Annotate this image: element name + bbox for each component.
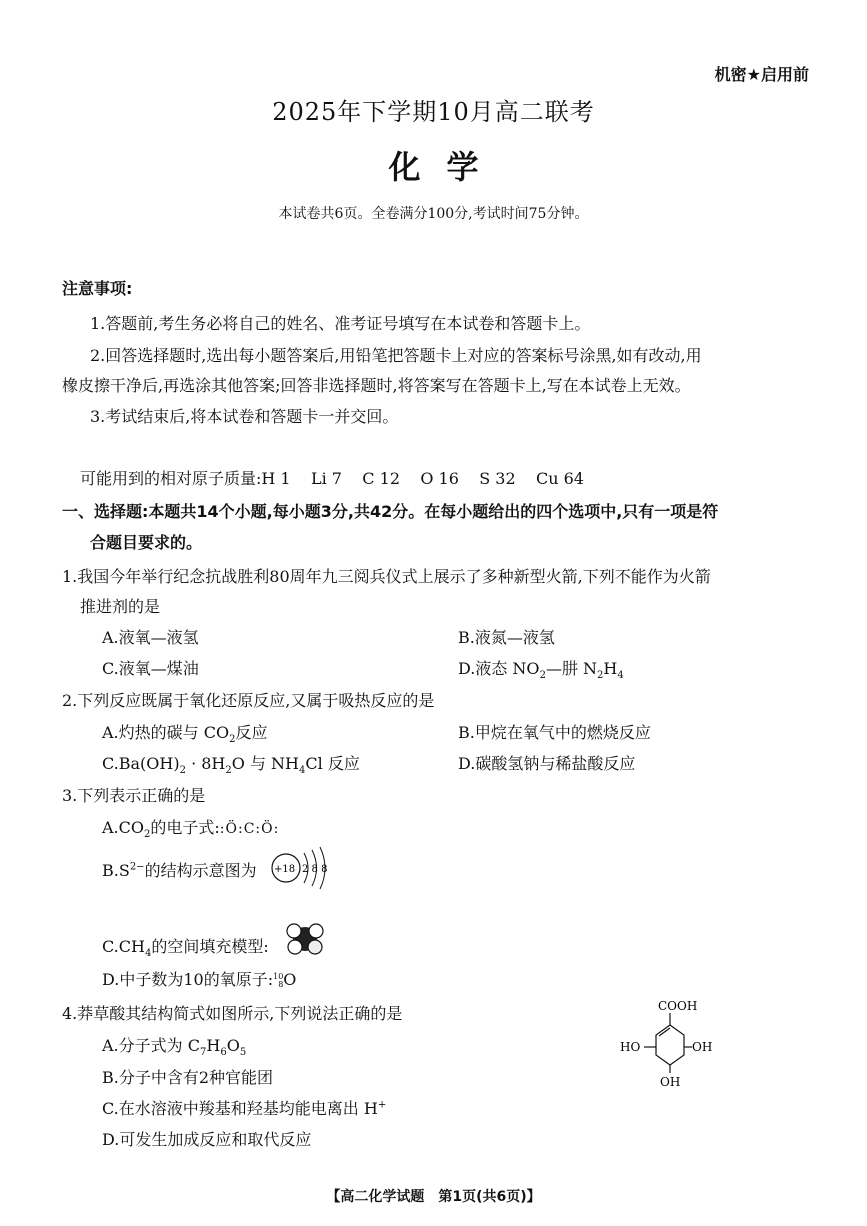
q4-a-sub3: 5 xyxy=(239,1047,247,1059)
co2-electron-formula: :Ö:C:Ö: xyxy=(219,821,280,837)
notice-item-2: 2.回答选择题时,选出每小题答案后,用铅笔把答题卡上对应的答案标号涂黑,如有改动,用 xyxy=(90,346,702,365)
q3-d-prefix: D.中子数为10的氧原子: xyxy=(102,970,274,989)
notice-title: 注意事项: xyxy=(62,279,133,298)
q3-b-sup: 2− xyxy=(129,861,145,873)
q4-a-sub1: 7 xyxy=(199,1047,207,1059)
q2-c-suffix: Cl 反应 xyxy=(305,754,360,773)
q2-option-c xyxy=(102,751,360,776)
hydroxyl-bottom-label: OH xyxy=(660,1075,681,1089)
q3-a-prefix: A.CO xyxy=(102,818,144,837)
q2-c-sub2: 2 xyxy=(225,765,232,777)
q3-d-atomic-number: 8 xyxy=(278,979,284,989)
q3-a-sub: 2 xyxy=(144,829,151,841)
q2-c-sub1: 2 xyxy=(179,765,186,777)
q4-option-a xyxy=(102,1033,246,1058)
q3-b-suffix: 的结构示意图为 xyxy=(144,861,257,880)
q4-a-sub2: 6 xyxy=(220,1047,227,1059)
q3-option-b xyxy=(102,858,257,881)
q2-a-suffix: 反应 xyxy=(235,723,268,742)
q3-b-prefix: B.S xyxy=(102,861,130,880)
q4-option-d: D.可发生加成反应和取代反应 xyxy=(102,1130,312,1149)
shell-electrons-label: 2 8 8 xyxy=(302,864,328,875)
q1-option-d xyxy=(458,656,624,681)
q4-a-prefix: A.分子式为 C xyxy=(102,1036,200,1055)
q2-c-mid: · 8H xyxy=(185,754,226,773)
q1-stem: 1.我国今年举行纪念抗战胜利80周年九三阅兵仪式上展示了多种新型火箭,下列不能作为火箭 xyxy=(62,567,711,586)
q4-stem: 4.莽草酸其结构简式如图所示,下列说法正确的是 xyxy=(62,1004,403,1023)
exam-title: 2025年下学期10月高二联考 xyxy=(272,98,595,126)
q2-a-prefix: A.灼热的碳与 CO xyxy=(102,723,230,742)
q4-option-c xyxy=(102,1096,386,1119)
q2-option-d: D.碳酸氢钠与稀盐酸反应 xyxy=(458,754,636,773)
q2-c-mid2: O 与 NH xyxy=(231,754,299,773)
q3-d-symbol: O xyxy=(283,970,297,989)
q4-option-b: B.分子中含有2种官能团 xyxy=(102,1068,274,1087)
q2-c-prefix: C.Ba(OH) xyxy=(102,754,180,773)
q3-option-a xyxy=(102,815,279,840)
q3-c-sub: 4 xyxy=(144,948,152,960)
q1-stem-cont: 推进剂的是 xyxy=(80,597,161,616)
q4-c-sup: + xyxy=(377,1099,387,1111)
q1-option-b: B.液氮—液氢 xyxy=(458,628,555,647)
atomic-masses: 可能用到的相对原子质量:H 1 Li 7 C 12 O 16 S 32 Cu 64 xyxy=(80,469,584,488)
notice-item-1: 1.答题前,考生务必将自己的姓名、准考证号填写在本试卷和答题卡上。 xyxy=(90,314,591,333)
methane-space-filling-model xyxy=(283,921,327,957)
cooh-label: COOH xyxy=(658,999,698,1013)
q2-c-sub3: 4 xyxy=(299,765,306,777)
q3-stem: 3.下列表示正确的是 xyxy=(62,786,206,805)
q1-d-sub1: 2 xyxy=(539,670,546,682)
q2-option-a xyxy=(102,720,267,745)
hydroxyl-left-label: HO xyxy=(620,1040,641,1054)
hydroxyl-right-label: OH xyxy=(692,1040,713,1054)
section-title: 一、选择题:本题共14个小题,每小题3分,共42分。在每小题给出的四个选项中,只有一项是符 xyxy=(62,502,719,521)
q2-a-sub: 2 xyxy=(229,734,236,746)
q3-c-suffix: 的空间填充模型: xyxy=(151,937,269,956)
exam-info: 本试卷共6页。全卷满分100分,考试时间75分钟。 xyxy=(278,206,589,222)
nucleus-label: +18 xyxy=(274,864,296,875)
q2-option-b: B.甲烷在氧气中的燃烧反应 xyxy=(458,723,651,742)
page-footer: 【高二化学试题 第1页(共6页)】 xyxy=(326,1189,541,1205)
q1-d-prefix: D.液态 NO xyxy=(458,659,540,678)
q2-stem: 2.下列反应既属于氧化还原反应,又属于吸热反应的是 xyxy=(62,691,435,710)
section-title-cont: 合题目要求的。 xyxy=(90,533,203,552)
q3-option-d xyxy=(102,967,296,990)
q3-option-c xyxy=(102,934,269,959)
q3-d-mass-number: 10 xyxy=(273,971,284,981)
q1-d-sub3: 4 xyxy=(617,670,624,682)
q1-option-a: A.液氧—液氢 xyxy=(102,628,199,647)
q4-a-h: H xyxy=(206,1036,221,1055)
q4-a-o: O xyxy=(226,1036,240,1055)
subject-title: 化学 xyxy=(388,148,505,186)
notice-item-3: 3.考试结束后,将本试卷和答题卡一并交回。 xyxy=(90,407,399,426)
q1-d-sub2: 2 xyxy=(597,670,604,682)
shikimic-acid-structure xyxy=(612,995,722,1095)
q3-a-suffix: 的电子式: xyxy=(150,818,220,837)
sulfide-ion-diagram xyxy=(268,845,338,895)
q3-c-prefix: C.CH xyxy=(102,937,145,956)
q1-d-h: H xyxy=(603,659,618,678)
q4-c-prefix: C.在水溶液中羧基和羟基均能电离出 H xyxy=(102,1099,378,1118)
notice-item-2-cont: 橡皮擦干净后,再选涂其他答案;回答非选择题时,将答案写在答题卡上,写在本试卷上无效。 xyxy=(62,376,691,395)
q1-d-mid: —肼 N xyxy=(545,659,598,678)
confidential-label: 机密★启用前 xyxy=(714,65,809,84)
q1-option-c: C.液氧—煤油 xyxy=(102,659,199,678)
